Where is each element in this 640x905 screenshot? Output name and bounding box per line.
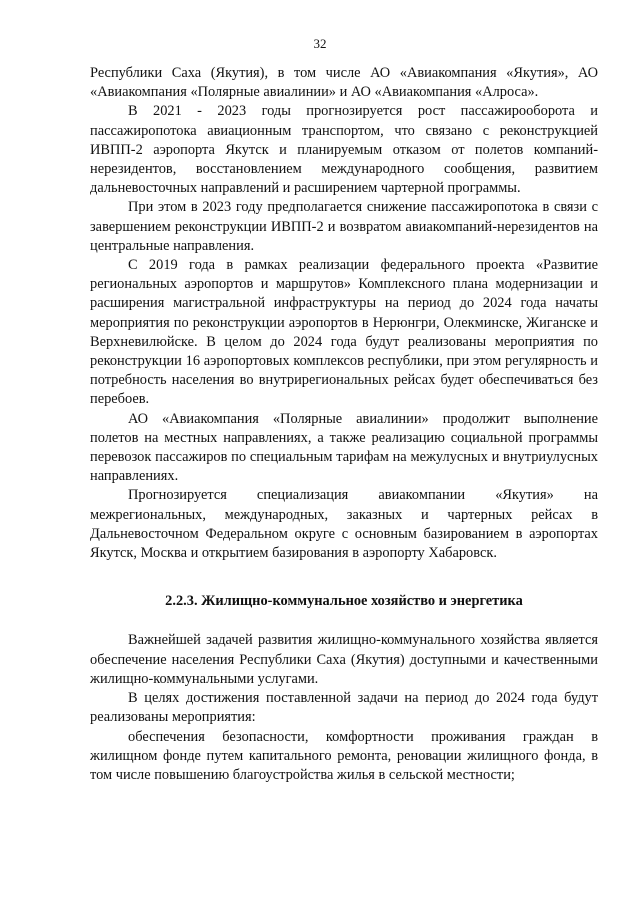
paragraph-polar-airlines: АО «Авиакомпания «Полярные авиалинии» продолжит выполнение полетов на местных направлениях, а также реализацию социальной программы перевозок пассажиров по специальным тарифам на межулусных и внутриулусных направлениях.: [90, 410, 598, 485]
paragraph-passenger-growth: В 2021 - 2023 годы прогнозируется рост пассажирооборота и пассажиропотока авиационным транспортом, что связано с реконструкцией ИВПП-2 аэропорта Якутск и планируемым отказом от полетов компаний-нерезидентов, восстановлением международного сообщения, развитием дальневосточных направлений и расширением чартерной программы.: [90, 103, 598, 197]
paragraph-passenger-decline: При этом в 2023 году предполагается снижение пассажиропотока в связи с завершением реконструкции ИВПП-2 и возвратом авиакомпаний-нерезидентов на центральные направления.: [90, 199, 598, 254]
document-body: [90, 64, 598, 785]
paragraph-housing-task: Важнейшей задачей развития жилищно-коммунального хозяйства является обеспечение населения Республики Саха (Якутия) доступными и качественными жилищно-коммунальными услугами.: [90, 632, 598, 687]
paragraph-federal-project: С 2019 года в рамках реализации федерального проекта «Развитие региональных аэропортов и маршрутов» Комплексного плана модернизации и расширения магистральной инфраструктуры на период до 2024 года начаты мероприятия по реконструкции аэропортов в Нерюнгри, Олекминске, Жиганске и Верхневилюйске. В целом до 2024 года будут реализованы мероприятия по реконструкции 16 аэропортовых комплексов республики, при этом регулярность и потребность населения во внутрирегиональных рейсах будет обеспечиваться без перебоев.: [90, 257, 598, 408]
page-number: 32: [313, 36, 327, 51]
paragraph-continuation: Республики Саха (Якутия), в том числе АО «Авиакомпания «Якутия», АО «Авиакомпания «Полярные авиалинии» и АО «Авиакомпания «Алроса».: [90, 65, 598, 101]
paragraph-housing-safety: обеспечения безопасности, комфортности проживания граждан в жилищном фонде путем капитального ремонта, реновации жилищного фонда, в том числе повышению благоустройства жилья в сельской местности;: [90, 728, 598, 783]
paragraph-housing-goal: В целях достижения поставленной задачи на период до 2024 года будут реализованы мероприятия:: [90, 690, 598, 726]
paragraph-yakutia-specialization: Прогнозируется специализация авиакомпании «Якутия» на межрегиональных, международных, заказных и чартерных рейсах в Дальневосточном Федеральном округе с основным базированием в аэропортах Якутск, Москва и открытием базирования в аэропорту Хабаровск.: [90, 487, 598, 562]
section-heading: 2.2.3. Жилищно-коммунальное хозяйство и энергетика: [165, 593, 523, 610]
